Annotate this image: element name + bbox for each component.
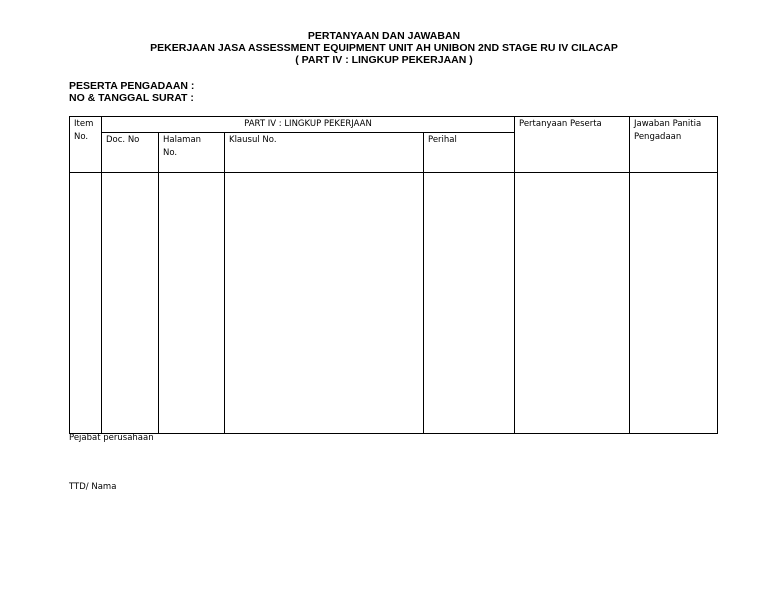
- jawaban-panitia-header-line-2: Pengadaan: [634, 132, 682, 142]
- halaman-no-header-line-2: No.: [163, 148, 178, 158]
- item-no-header-line-1: Item: [74, 119, 94, 129]
- jawaban-panitia-cell: [630, 173, 718, 434]
- perihal-cell: [424, 173, 515, 434]
- klausul-no-cell: [225, 173, 424, 434]
- doc-no-cell: [102, 173, 159, 434]
- peserta-pengadaan-label: PESERTA PENGADAAN :: [69, 80, 195, 92]
- table-row: [70, 173, 718, 434]
- item-no-cell: [70, 173, 102, 434]
- title-line-1: PERTANYAAN DAN JAWABAN: [307, 30, 461, 42]
- halaman-no-header: [159, 133, 225, 173]
- pertanyaan-peserta-header: Pertanyaan Peserta: [515, 117, 630, 173]
- jawaban-panitia-header-line-1: Jawaban Panitia: [634, 119, 702, 129]
- halaman-no-header-line-1: Halaman: [163, 135, 202, 145]
- table-header-row-1: [70, 117, 718, 133]
- klausul-no-header: Klausul No.: [225, 133, 424, 173]
- item-no-header: [70, 117, 102, 173]
- question-answer-table: [69, 116, 718, 434]
- title-line-2: PEKERJAAN JASA ASSESSMENT EQUIPMENT UNIT AH UNIBON 2ND STAGE RU IV CILACAP: [150, 42, 618, 54]
- part-iv-group-header: PART IV : LINGKUP PEKERJAAN: [102, 117, 515, 133]
- pejabat-perusahaan-label: Pejabat perusahaan: [69, 433, 154, 443]
- title-line-3: ( PART IV : LINGKUP PEKERJAAN ): [295, 54, 473, 66]
- jawaban-panitia-header: [630, 117, 718, 173]
- doc-no-header: Doc. No: [102, 133, 159, 173]
- no-tanggal-surat-label: NO & TANGGAL SURAT :: [69, 92, 194, 104]
- perihal-header: Perihal: [424, 133, 515, 173]
- question-answer-table-wrap: [69, 116, 718, 434]
- pertanyaan-peserta-cell: [515, 173, 630, 434]
- item-no-header-line-2: No.: [74, 132, 89, 142]
- halaman-no-cell: [159, 173, 225, 434]
- ttd-nama-label: TTD/ Nama: [69, 482, 117, 492]
